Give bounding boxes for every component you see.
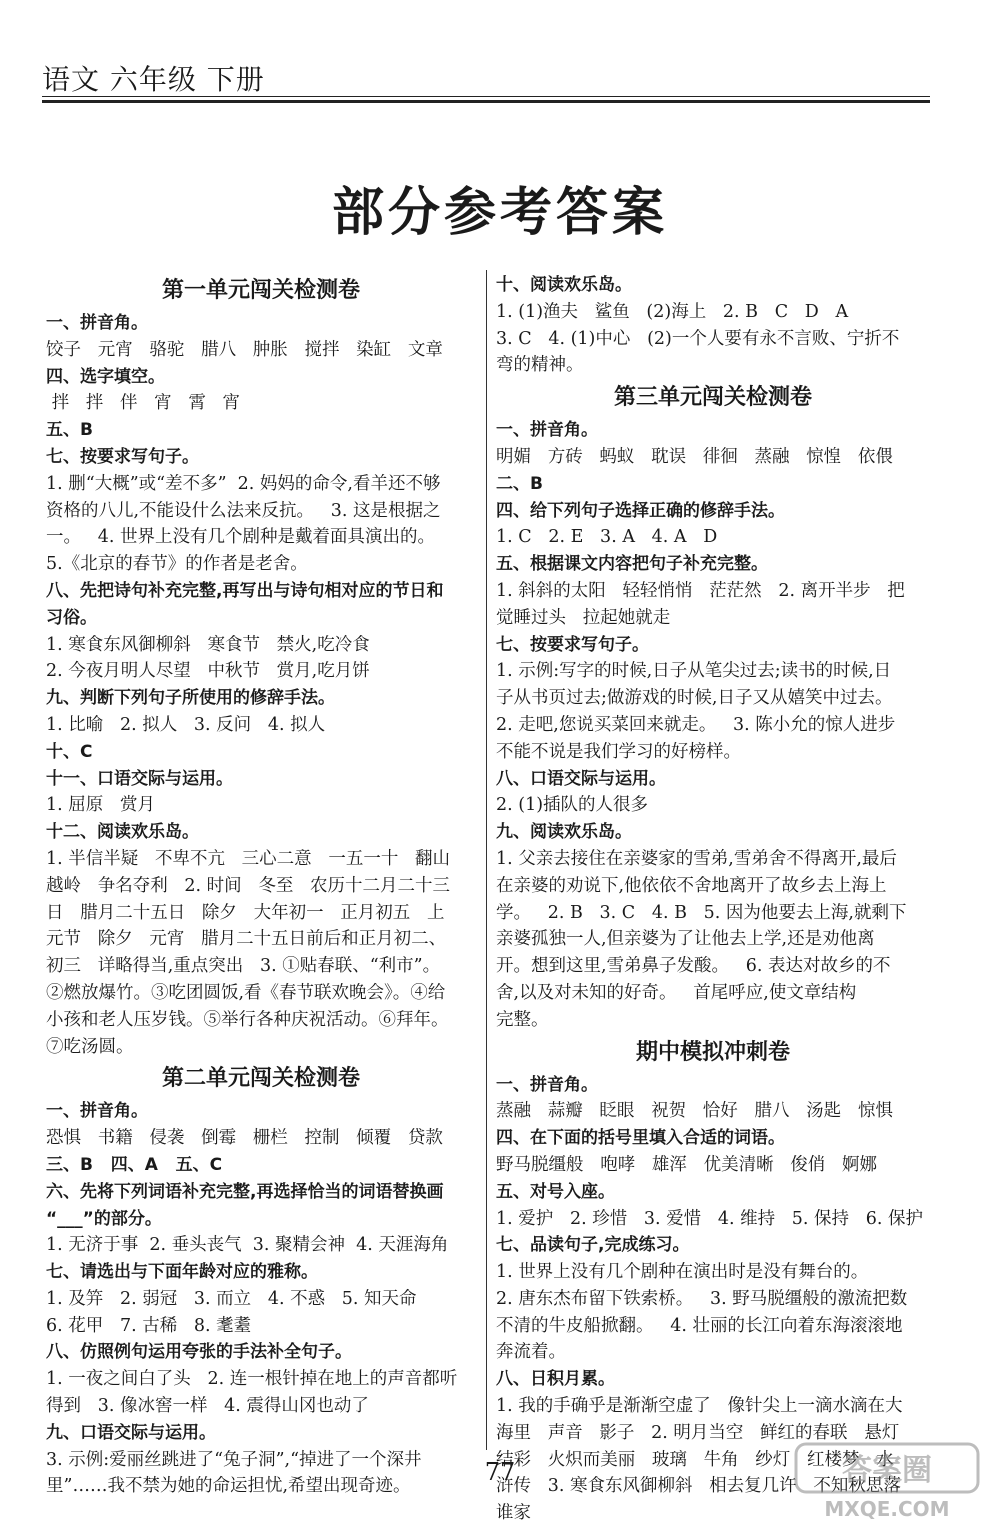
question-heading: 九、判断下列句子所使用的修辞手法。 xyxy=(46,688,335,709)
answer-line: 里”……我不禁为她的命运担忧,希望出现奇迹。 xyxy=(46,1476,411,1497)
answer-line: 结彩 火炽而美丽 玻璃 牛角 纱灯 红楼梦 水 xyxy=(496,1449,894,1470)
question-heading: 七、按要求写句子。 xyxy=(496,634,649,655)
answer-line: 1. 寒食东风御柳斜 寒食节 禁火,吃冷食 xyxy=(46,634,370,655)
answer-line: 得到 3. 像冰窖一样 4. 震得山冈也动了 xyxy=(46,1396,369,1417)
page-title: 部分参考答案 xyxy=(331,183,668,243)
answer-line: 浒传 3. 寒食东风御柳斜 相去复几许 不知秋思落 xyxy=(496,1476,901,1497)
question-heading: 七、按要求写句子。 xyxy=(46,446,199,467)
answer-line: 资格的八儿,不能设什么法来反抗。 3. 这是根据之 xyxy=(46,500,441,521)
answer-line: 子从书页过去;做游戏的时候,日子又从嬉笑中过去。 xyxy=(496,688,893,709)
answer-line: 弯的精神。 xyxy=(496,355,584,376)
answer-line: 1. 无济于事 2. 垂头丧气 3. 聚精会神 4. 天涯海角 xyxy=(46,1235,449,1256)
answer-line: 1. 我的手确乎是渐渐空虚了 像针尖上一滴水滴在大 xyxy=(496,1396,903,1417)
section-heading: 第三单元闯关检测卷 xyxy=(613,385,812,411)
question-heading: 十一、口语交际与运用。 xyxy=(46,768,233,789)
question-heading: 六、先将下列词语补充完整,再选择恰当的词语替换画 xyxy=(46,1181,444,1202)
watermark-bottom-text: MXQE.COM xyxy=(824,1497,950,1521)
answer-line: 舍,以及对未知的好奇。 首尾呼应,使文章结构 xyxy=(496,982,857,1003)
question-heading: 七、品读句子,完成练习。 xyxy=(496,1235,690,1256)
answer-line: 1. (1)渔夫 鲨鱼 (2)海上 2. B C D A xyxy=(496,301,849,322)
answer-line: 明媚 方砖 蚂蚁 耽误 徘徊 蒸融 惊惶 依偎 xyxy=(496,446,893,467)
section-heading: 期中模拟冲刺卷 xyxy=(635,1039,790,1065)
answer-line: 亲婆孤独一人,但亲婆为了让他去上学,还是劝他离 xyxy=(496,929,875,950)
question-heading: 五、B xyxy=(46,420,93,441)
answer-line: 不清的牛皮船掀翻。 4. 壮丽的长江向着东海滚滚地 xyxy=(496,1315,903,1336)
answer-line: 蒸融 蒜瓣 眨眼 祝贺 恰好 腊八 汤匙 惊惧 xyxy=(496,1101,893,1122)
answer-line: 1. 一夜之间白了头 2. 连一根针掉在地上的声音都听 xyxy=(46,1369,458,1390)
answer-line: 6. 花甲 7. 古稀 8. 耄耋 xyxy=(46,1315,252,1336)
answer-line: 1. 爱护 2. 珍惜 3. 爱惜 4. 维持 5. 保持 6. 保护 xyxy=(496,1208,923,1229)
answer-line: 小孩和老人压岁钱。⑤举行各种庆祝活动。⑥拜年。 xyxy=(46,1009,449,1030)
question-heading: 一、拼音角。 xyxy=(496,1074,598,1095)
answer-line: 2. 今夜月明人尽望 中秋节 赏月,吃月饼 xyxy=(46,661,370,682)
question-heading: 四、给下列句子选择正确的修辞手法。 xyxy=(496,500,785,521)
answer-line: ⑦吃汤圆。 xyxy=(46,1036,134,1057)
section-heading: 第二单元闯关检测卷 xyxy=(161,1066,360,1092)
header-rule-thin xyxy=(42,96,930,97)
answer-line: 恐惧 书籍 侵袭 倒霉 栅栏 控制 倾覆 贷款 xyxy=(46,1128,443,1149)
answer-line: 1. 示例:写字的时候,日子从笔尖过去;读书的时候,日 xyxy=(496,661,892,682)
answer-line: 5.《北京的春节》的作者是老舍。 xyxy=(46,554,308,575)
question-heading: 二、B xyxy=(496,473,543,494)
answer-line: 拌 拌 伴 宵 霄 宵 xyxy=(46,393,241,414)
question-heading: 十二、阅读欢乐岛。 xyxy=(46,822,199,843)
question-heading: 习俗。 xyxy=(46,607,97,628)
answer-line: 海里 声音 影子 2. 明月当空 鲜红的春联 悬灯 xyxy=(496,1422,900,1443)
answer-line: 1. 斜斜的太阳 轻轻悄悄 茫茫然 2. 离开半步 把 xyxy=(496,580,905,601)
answer-line: 觉睡过头 拉起她就走 xyxy=(496,607,671,628)
answer-line: 奔流着。 xyxy=(496,1342,566,1363)
answer-line: 1. 比喻 2. 拟人 3. 反问 4. 拟人 xyxy=(46,714,326,735)
answer-line: 2. 走吧,您说买菜回来就走。 3. 陈小允的惊人进步 xyxy=(496,714,896,735)
question-heading: 四、在下面的括号里填入合适的词语。 xyxy=(496,1128,785,1149)
answer-line: 开。想到这里,雪弟鼻子发酸。 6. 表达对故乡的不 xyxy=(496,956,891,977)
answer-line: 元节 除夕 元宵 腊月二十五日前后和正月初二、 xyxy=(46,929,447,950)
question-heading: 五、对号入座。 xyxy=(496,1181,615,1202)
question-heading: 九、口语交际与运用。 xyxy=(46,1422,216,1443)
watermark-logo xyxy=(792,1440,982,1524)
answer-line: 1. 及笄 2. 弱冠 3. 而立 4. 不惑 5. 知天命 xyxy=(46,1288,417,1309)
answer-line: 2. (1)插队的人很多 xyxy=(496,795,649,816)
answer-line: 1. C 2. E 3. A 4. A D xyxy=(496,527,718,548)
answer-line: 1. 世界上没有几个剧种在演出时是没有舞台的。 xyxy=(496,1262,869,1283)
answer-line: 饺子 元宵 骆驼 腊八 肿胀 搅拌 染缸 文章 xyxy=(46,339,443,360)
answer-line: 1. 半信半疑 不卑不亢 三心二意 一五一十 翻山 xyxy=(46,848,451,869)
question-heading: 一、拼音角。 xyxy=(46,1101,148,1122)
answer-line: 1. 父亲去接住在亲婆家的雪弟,雪弟舍不得离开,最后 xyxy=(496,848,897,869)
answer-line: 1. 删“大概”或“差不多” 2. 妈妈的命令,看羊还不够 xyxy=(46,473,441,494)
right-column xyxy=(496,272,930,1527)
question-heading: 一、拼音角。 xyxy=(46,313,148,333)
question-heading: 五、根据课文内容把句子补充完整。 xyxy=(496,554,768,575)
answer-line: 完整。 xyxy=(496,1009,549,1030)
answer-line: 越岭 争名夺利 2. 时间 冬至 农历十二月二十三 xyxy=(46,875,451,896)
answer-line: 初三 详略得当,重点突出 3. ①贴春联、“利市”。 xyxy=(46,956,441,977)
answer-line: 日 腊月二十五日 除夕 大年初一 正月初五 上 xyxy=(46,902,445,923)
page-number: 77 xyxy=(484,1458,516,1486)
question-heading: 八、日积月累。 xyxy=(496,1369,615,1390)
header-rule-thick xyxy=(42,100,930,103)
question-heading: “___”的部分。 xyxy=(46,1208,162,1229)
question-heading: 八、仿照例句运用夸张的手法补全句子。 xyxy=(46,1342,352,1363)
question-heading: 七、请选出与下面年龄对应的雅称。 xyxy=(46,1262,318,1283)
watermark-top-text: 答案圈 xyxy=(842,1453,932,1488)
answer-line: 一。 4. 世界上没有几个剧种是戴着面具演出的。 xyxy=(46,527,435,548)
section-heading: 第一单元闯关检测卷 xyxy=(161,278,360,303)
answer-line: 1. 屈原 赏月 xyxy=(46,795,155,816)
question-heading: 十、阅读欢乐岛。 xyxy=(496,275,632,295)
answer-line: 不能不说是我们学习的好榜样。 xyxy=(496,741,741,762)
question-heading: 八、先把诗句补充完整,再写出与诗句相对应的节日和 xyxy=(46,580,444,601)
answer-line: 学。 2. B 3. C 4. B 5. 因为他要去上海,就剩下 xyxy=(496,902,907,923)
question-heading: 一、拼音角。 xyxy=(496,420,598,441)
question-heading: 九、阅读欢乐岛。 xyxy=(496,822,632,843)
answer-line: 2. 唐东杰布留下铁索桥。 3. 野马脱缰般的激流把数 xyxy=(496,1288,908,1309)
answer-line: 谁家 xyxy=(496,1503,531,1524)
answer-line: ②燃放爆竹。③吃团圆饭,看《春节联欢晚会》。④给 xyxy=(46,982,446,1003)
left-column xyxy=(46,272,476,1500)
question-heading: 三、B 四、A 五、C xyxy=(46,1154,223,1175)
answer-line: 在亲婆的劝说下,他依依不舍地离开了故乡去上海上 xyxy=(496,875,887,896)
answer-line: 野马脱缰般 咆哮 雄浑 优美清晰 俊俏 婀娜 xyxy=(496,1154,877,1175)
answer-line: 3. C 4. (1)中心 (2)一个人要有永不言败、宁折不 xyxy=(496,328,900,349)
column-divider xyxy=(486,270,487,1450)
header-title: 语文 六年级 下册 xyxy=(42,63,265,96)
question-heading: 四、选字填空。 xyxy=(46,366,165,387)
question-heading: 十、C xyxy=(46,741,93,762)
answer-line: 3. 示例:爱丽丝跳进了“兔子洞”,“掉进了一个深井 xyxy=(46,1449,422,1470)
question-heading: 八、口语交际与运用。 xyxy=(496,768,666,789)
